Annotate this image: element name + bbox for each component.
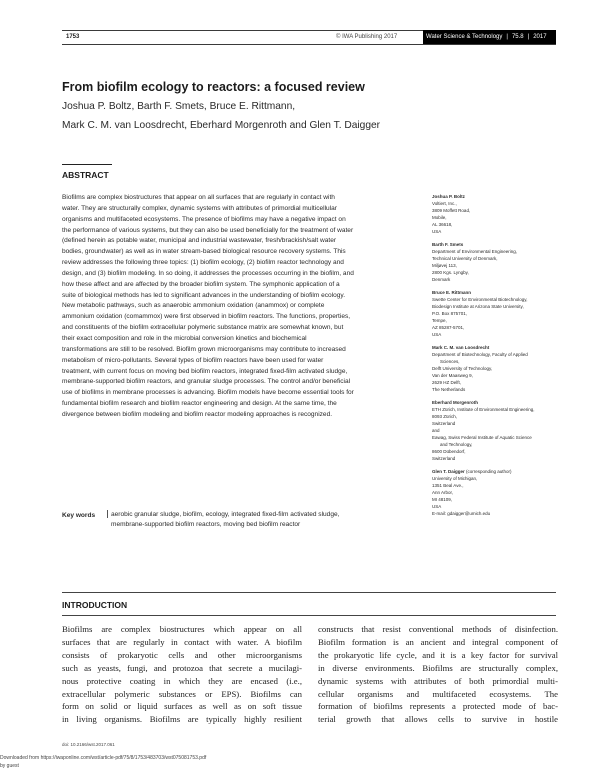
- intro-line: surfaces that are regularly in contact with water. A biofilm: [62, 636, 302, 647]
- affiliation-line: Tempe,: [432, 318, 447, 323]
- affiliation-line: 8093 Zürich,: [432, 414, 458, 419]
- banner-separator: |: [506, 34, 508, 40]
- intro-top-rule: [62, 592, 556, 593]
- abstract-body: [62, 193, 417, 421]
- banner-separator: |: [527, 34, 530, 40]
- intro-line: constructs that resist conventional methods of disinfection.: [318, 624, 558, 634]
- abstract-line: organisms and multifaceted ecosystems. The presence of biofilms may have a negative impact on: [62, 215, 346, 223]
- abstract-line: bodies, groundwater) as well as in water stream-based biological resource recovery systems. This: [62, 248, 346, 256]
- intro-line: Biofilms are complex biostructures which appear on all: [62, 624, 302, 634]
- affiliation-line: 1351 Beal Ave.,: [432, 483, 464, 488]
- affiliation-line: Miljøvej 113,: [432, 263, 457, 268]
- affiliation-line: P.O. Box 875701,: [432, 311, 467, 316]
- affiliation-line: 2800 Kgs. Lyngby,: [432, 270, 469, 275]
- article-title: From biofilm ecology to reactors: a focused review: [62, 80, 365, 94]
- abstract-line: water. They are structurally complex, dynamic systems with attributes of primordial multicellular: [62, 204, 337, 212]
- affiliation-line: Ann Arbor,: [432, 490, 454, 495]
- affiliation-line: Mobile,: [432, 215, 447, 220]
- keywords-list: [111, 510, 411, 530]
- intro-line: terial growth that allows cells to survive in hostile: [318, 714, 558, 725]
- abstract-line: metabolism of micro-pollutants. Several types of biofilm reactors have been used for water: [62, 356, 324, 364]
- affiliation-line: 8600 Dübendorf,: [432, 449, 466, 454]
- abstract-line: treatment, with current focus on moving bed biofilm reactors, integrated fixed-film activated sludge,: [62, 367, 348, 375]
- affiliation-block: [432, 468, 562, 517]
- affiliation-line: Department of Environmental Engineering,: [432, 249, 518, 254]
- abstract-line: review addresses the following three topics: (1) biofilm ecology, (2) biofilm reactor technology and: [62, 259, 344, 267]
- authors-line-1: Joshua P. Boltz, Barth F. Smets, Bruce E. Rittmann,: [62, 101, 296, 112]
- affiliation-block: [432, 344, 562, 393]
- intro-line: such as yeasts, fungi, and protozoa that secrete a mucilagi-: [62, 662, 302, 673]
- affiliation-author-name: Joshua P. Boltz: [432, 194, 465, 199]
- affiliation-line: AZ 85287-5701,: [432, 325, 465, 330]
- intro-line: form on solid or liquid surfaces as well as on soft tissue: [62, 701, 302, 712]
- affiliation-author-name: Eberhard Morgenroth: [432, 400, 479, 405]
- affiliation-author-name: Mark C. M. van Loosdrecht: [432, 345, 490, 350]
- abstract-line: ammonium oxidation (comammox) were first observed in biofilm reactors. The functions, properties,: [62, 313, 351, 321]
- intro-line: dynamic systems with attributes of both primordial multi-: [318, 675, 558, 686]
- affiliation-line: Delft University of Technology,: [432, 366, 493, 371]
- intro-line: the prokaryotic life cycle, and it is a key factor for survival: [318, 649, 558, 660]
- intro-line: Biofilm formation is an ancient and integral component of: [318, 636, 558, 647]
- abstract-line: fundamental biofilm research and biofilm reactor engineering and design. At the same time, the: [62, 400, 337, 408]
- affiliation-line: Technical University of Denmark,: [432, 256, 498, 261]
- page-number: 1753: [66, 34, 80, 40]
- abstract-line: their exact composition and role in the microbial conversion kinetics and biochemical: [62, 334, 307, 342]
- abstract-line: (defined herein as potable water, municipal and industrial wastewater, fresh/brackish/salt water: [62, 237, 337, 245]
- affiliation-block: [432, 289, 562, 338]
- journal-volume: 75.8: [511, 34, 524, 40]
- keywords-line-1: aerobic granular sludge, biofilm, ecology, integrated fixed-film activated sludge,: [111, 511, 340, 518]
- affiliation-line: ETH Zürich, Institute of Environmental Engineering,: [432, 407, 535, 412]
- affiliation-line: University of Michigan,: [432, 476, 478, 481]
- abstract-line: use of biofilms in membrane processes is advancing. Biofilm models have become essential tools for: [62, 389, 354, 397]
- affiliation-line: The Netherlands: [432, 387, 466, 392]
- keywords: [62, 510, 422, 530]
- intro-line: in living organisms. Biofilms are typically highly resilient: [62, 714, 302, 725]
- affiliation-author-name: Bruce E. Rittmann: [432, 290, 472, 295]
- affiliation-line: Department of Biotechnology, Faculty of Applied: [432, 352, 528, 357]
- abstract-line: design, and (3) biofilm modeling. In so doing, it addresses the processes occurring in the biofilm, and: [62, 269, 354, 277]
- affiliation-block: [432, 399, 562, 462]
- affiliation-author-name: Glen T. Daigger: [432, 469, 465, 474]
- intro-line: cellular organisms and multifaceted ecosystems. The: [318, 688, 558, 699]
- header-bottom-rule: [62, 44, 556, 45]
- intro-line: consists of prokaryotic cells and other microorganisms: [62, 649, 302, 660]
- affiliation-block: [432, 193, 562, 235]
- intro-line: extracellular polymeric substances or EPS). Biofilms can: [62, 688, 302, 699]
- journal-name: Water Science & Technology: [426, 34, 503, 40]
- keywords-label: Key words: [62, 512, 96, 519]
- affiliation-line: AL 36618,: [432, 222, 453, 227]
- affiliation-line: Biodesign Institute at Arizona State University,: [432, 304, 524, 309]
- affiliation-line: Switzerland: [432, 421, 456, 426]
- intro-line: formation of biofilms represents a protected mode of bac-: [318, 701, 558, 712]
- affiliation-line: and Technology,: [440, 442, 473, 447]
- abstract-line: and constituents of the biofilm extracellular polymeric substance matrix are somewhat known, but: [62, 324, 344, 332]
- corresponding-author-note: (corresponding author): [464, 469, 512, 474]
- affiliation-line: USA: [432, 504, 442, 509]
- affiliation-line: Denmark: [432, 277, 451, 282]
- doi: doi: 10.2166/wst.2017.061: [62, 742, 115, 747]
- affiliation-line: USA: [432, 229, 442, 234]
- affiliation-line: 3809 Moffett Road,: [432, 208, 471, 213]
- affiliation-line: Van der Maasweg 9,: [432, 373, 473, 378]
- journal-banner: [423, 30, 556, 44]
- abstract-line: transformations are still to be resolved. Biofilm grown microorganisms may contribute to increased: [62, 345, 346, 353]
- abstract-line: suite of biological methods has led to significant advances in the understanding of biofilm ecology.: [62, 291, 346, 299]
- intro-line: in diverse environments. Biofilms are structurally complex,: [318, 662, 558, 673]
- email-address[interactable]: E-mail: gdaigger@umich.edu: [432, 511, 491, 516]
- affiliation-line: and: [432, 428, 440, 433]
- intro-bottom-rule: [62, 615, 556, 616]
- affiliation-line: Swette Center for Environmental Biotechnology,: [432, 297, 528, 302]
- publisher-copyright: © IWA Publishing 2017: [336, 34, 398, 40]
- affiliation-line: 2629 HZ Delft,: [432, 380, 462, 385]
- affiliation-block: [432, 241, 562, 283]
- affiliation-line: Eawag, Swiss Federal Institute of Aquatic Science: [432, 435, 532, 440]
- abstract-line: New metabolic pathways, such as anaerobic ammonium oxidation (anammox) or complete: [62, 302, 325, 310]
- affiliation-line: Sciences,: [440, 359, 460, 364]
- affiliation-line: Switzerland: [432, 456, 456, 461]
- abstract-line: Biofilms are complex biostructures that appear on all surfaces that are regularly in contact with: [62, 194, 335, 201]
- journal-year: 2017: [533, 34, 547, 40]
- authors-line-2: Mark C. M. van Loosdrecht, Eberhard Morgenroth and Glen T. Daigger: [62, 120, 381, 131]
- abstract-line: the performance of various systems, but they can also be used beneficially for the treatment of water: [62, 226, 354, 234]
- affiliation-line: USA: [432, 332, 442, 337]
- download-notice[interactable]: Downloaded from https://iwaponline.com/wst/article-pdf/75/8/1753/483703/wst075081753.pdf: [0, 755, 207, 761]
- affiliation-line: MI 48109,: [432, 497, 453, 502]
- introduction-heading: INTRODUCTION: [62, 600, 128, 610]
- intro-line: nous protective coating in which they are encased (i.e.,: [62, 675, 302, 686]
- affiliation-line: Voltiert, Inc.,: [432, 201, 457, 206]
- keywords-line-2: membrane-supported biofilm reactors, moving bed biofilm reactor: [111, 521, 301, 528]
- affiliation-author-name: Barth F. Smets: [432, 242, 464, 247]
- abstract-line: divergence between biofilm modeling and biofilm reactor modeling approaches is recognized.: [62, 410, 333, 418]
- abstract-heading: ABSTRACT: [62, 170, 109, 180]
- intro-left-column: [62, 623, 302, 726]
- author-affiliations: [432, 193, 562, 523]
- abstract-line: how these affect and are affected by the broader biofilm system. The symphonic application of a: [62, 280, 340, 288]
- download-notice-guest: by guest: [0, 763, 19, 769]
- intro-right-column: [318, 623, 558, 726]
- keywords-divider: [107, 510, 108, 518]
- abstract-rule: [62, 164, 112, 165]
- abstract-line: membrane-supported biofilm reactors, and granular sludge processes. The control and/or beneficial: [62, 378, 351, 386]
